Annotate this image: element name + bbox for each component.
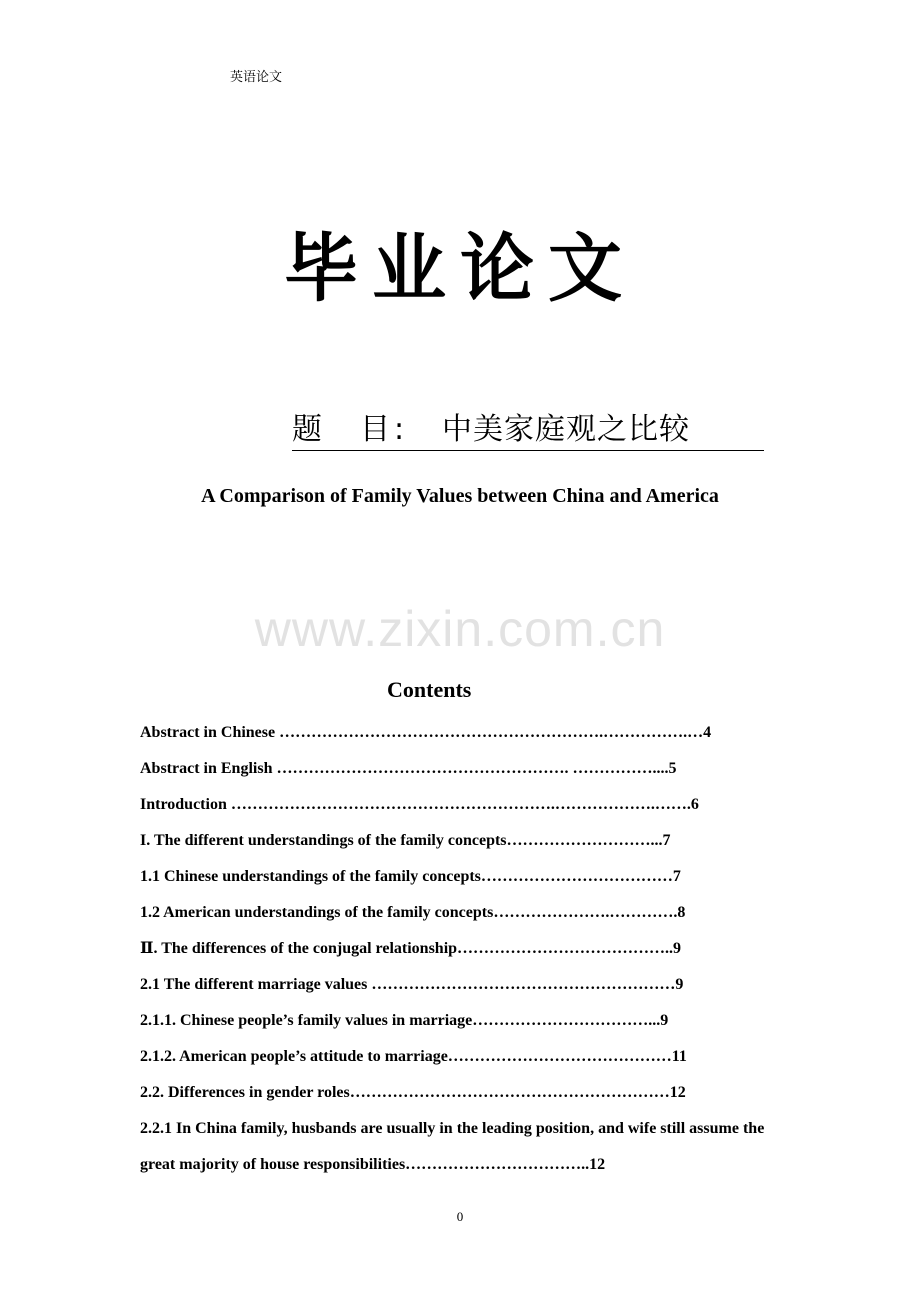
- contents-heading: Contents: [387, 677, 472, 702]
- page-number: 0: [456, 1209, 464, 1224]
- subject-value: 中美家庭观之比较: [442, 412, 690, 447]
- toc-entry: 2.1 The different marriage values …………………………………………………9: [140, 976, 684, 993]
- running-header: 英语论文: [230, 70, 283, 85]
- toc-entry: Abstract in Chinese …………………………………………………….…………….…4: [140, 724, 712, 741]
- toc-entry: I. The different understandings of the family concepts………………………...7: [140, 832, 671, 849]
- toc-entry: Ⅱ. The differences of the conjugal relationship…………………………………..9: [140, 940, 682, 957]
- toc-entry: 2.2.1 In China family, husbands are usually in the leading position, and wife still assume the great majority of house responsibilities……………………………..12: [140, 1120, 765, 1173]
- watermark: www.zixin.com.cn: [254, 601, 666, 657]
- toc-entry: Introduction …………………………………………………….……………….…….6: [140, 796, 699, 813]
- table-of-contents: [140, 722, 790, 1183]
- subject-line: [292, 404, 764, 451]
- thesis-title: 毕业论文: [284, 226, 636, 312]
- toc-entry: 1.2 American understandings of the family concepts………………….………….8: [140, 904, 686, 921]
- english-title: A Comparison of Family Values between China and America: [201, 485, 719, 507]
- toc-entry: 2.2. Differences in gender roles……………………………………………………12: [140, 1084, 686, 1101]
- toc-entry: 2.1.1. Chinese people’s family values in marriage……………………………...9: [140, 1012, 669, 1029]
- toc-entry: 1.1 Chinese understandings of the family concepts………………………………7: [140, 868, 681, 885]
- toc-entry: Abstract in English ………………………………………………. ……………....5: [140, 760, 677, 777]
- toc-entry: 2.1.2. American people’s attitude to marriage……………………………………11: [140, 1048, 687, 1065]
- subject-label: 题 目:: [292, 412, 409, 447]
